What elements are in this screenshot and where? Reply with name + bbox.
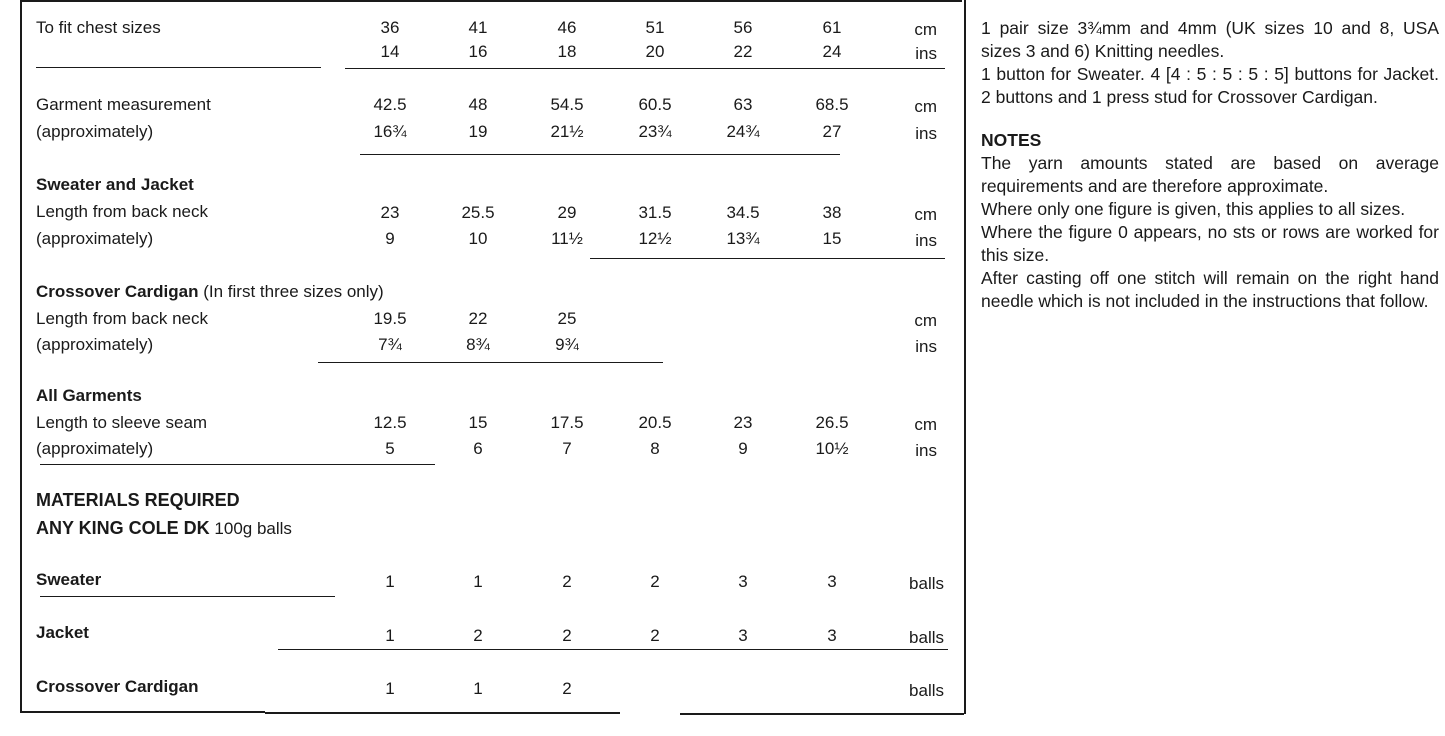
cc-ins-1: 7¾ — [378, 335, 402, 354]
sj-ins-5: 13¾ — [726, 229, 760, 248]
balls-sweater-1: 1 — [385, 572, 395, 591]
right-column — [981, 17, 1439, 313]
ag-ins-5: 9 — [738, 439, 748, 458]
chest-sizes-label: To fit chest sizes — [36, 18, 161, 37]
sj-cm-1: 23 — [380, 203, 400, 222]
yarn-line — [36, 518, 292, 539]
unit-ins: ins — [915, 337, 937, 356]
size-ins-4: 20 — [645, 42, 665, 61]
unit-ins: ins — [915, 441, 937, 460]
balls-crossover-2: 1 — [473, 679, 483, 698]
size-cm-6: 61 — [822, 18, 842, 37]
size-ins-2: 16 — [468, 42, 488, 61]
frame-bottom-rule — [20, 711, 265, 713]
notes-heading: NOTES — [981, 130, 1042, 150]
unit-cm: cm — [914, 415, 937, 434]
garment-ins-2: 19 — [468, 122, 488, 141]
unit-ins: ins — [915, 44, 937, 63]
garment-ins-5: 24¾ — [726, 122, 760, 141]
sj-ins-2: 10 — [468, 229, 488, 248]
garment-label: Garment measurement — [36, 95, 211, 114]
crossover-heading — [36, 282, 384, 302]
balls-crossover-label: Crossover Cardigan — [36, 677, 199, 696]
ag-ins-1: 5 — [385, 439, 395, 458]
separator — [36, 67, 321, 68]
buttons-text: 1 button for Sweater. 4 [4 : 5 : 5 : 5 : 5] buttons for Jacket. 2 buttons and 1 press stud for Crossover Cardigan. — [981, 64, 1439, 107]
balls-sweater-label: Sweater — [36, 570, 102, 589]
separator — [345, 68, 945, 69]
sj-cm-4: 31.5 — [638, 203, 672, 222]
yarn-name: ANY KING COLE DK — [36, 518, 210, 538]
balls-crossover-1: 1 — [385, 679, 395, 698]
separator — [40, 464, 435, 465]
balls-jacket-4: 2 — [650, 626, 660, 645]
crossover-heading-title: Crossover Cardigan — [36, 282, 199, 301]
size-cm-5: 56 — [733, 18, 753, 37]
ag-cm-1: 12.5 — [373, 413, 407, 432]
cc-cm-2: 22 — [468, 309, 488, 328]
note-yarn-amounts: The yarn amounts stated are based on average requirements and are therefore approximate. — [981, 153, 1439, 196]
balls-sweater-4: 2 — [650, 572, 660, 591]
cc-cm-1: 19.5 — [373, 309, 407, 328]
unit-cm: cm — [914, 97, 937, 116]
size-ins-5: 22 — [733, 42, 753, 61]
cc-ins-2: 8¾ — [466, 335, 490, 354]
unit-cm: cm — [914, 311, 937, 330]
ag-cm-2: 15 — [468, 413, 488, 432]
garment-ins-6: 27 — [822, 122, 842, 141]
ag-ins-4: 8 — [650, 439, 660, 458]
balls-jacket-6: 3 — [827, 626, 837, 645]
size-ins-1: 14 — [380, 42, 400, 61]
balls-unit: balls — [909, 574, 944, 593]
garment-ins-3: 21½ — [550, 122, 584, 141]
garment-cm-1: 42.5 — [373, 95, 407, 114]
cc-ins-3: 9¾ — [555, 335, 579, 354]
balls-jacket-1: 1 — [385, 626, 395, 645]
size-ins-6: 24 — [822, 42, 842, 61]
sweater-jacket-length-label: Length from back neck — [36, 202, 208, 221]
ag-cm-6: 26.5 — [815, 413, 849, 432]
frame-bottom-rule-3 — [680, 713, 964, 715]
cc-cm-3: 25 — [557, 309, 577, 328]
unit-ins: ins — [915, 124, 937, 143]
frame-top-rule — [22, 0, 962, 2]
separator — [40, 596, 335, 597]
garment-cm-2: 48 — [468, 95, 488, 114]
sj-ins-6: 15 — [822, 229, 842, 248]
balls-sweater-6: 3 — [827, 572, 837, 591]
sj-cm-3: 29 — [557, 203, 577, 222]
size-cm-3: 46 — [557, 18, 577, 37]
size-cm-4: 51 — [645, 18, 665, 37]
crossover-approx-label: (approximately) — [36, 335, 154, 354]
garment-ins-1: 16¾ — [373, 122, 407, 141]
sj-cm-2: 25.5 — [461, 203, 495, 222]
size-cm-2: 41 — [468, 18, 488, 37]
crossover-heading-note: (In first three sizes only) — [203, 282, 384, 301]
ag-cm-3: 17.5 — [550, 413, 584, 432]
unit-ins: ins — [915, 231, 937, 250]
garment-cm-3: 54.5 — [550, 95, 584, 114]
sweater-jacket-approx-label: (approximately) — [36, 229, 154, 248]
garment-ins-4: 23¾ — [638, 122, 672, 141]
balls-jacket-3: 2 — [562, 626, 572, 645]
frame-left-rule — [20, 0, 22, 712]
garment-approx-label: (approximately) — [36, 122, 154, 141]
balls-sweater-2: 1 — [473, 572, 483, 591]
ag-ins-2: 6 — [473, 439, 483, 458]
ag-cm-4: 20.5 — [638, 413, 672, 432]
sleeve-approx-label: (approximately) — [36, 439, 154, 458]
size-ins-3: 18 — [557, 42, 577, 61]
unit-cm: cm — [914, 205, 937, 224]
ag-cm-5: 23 — [733, 413, 753, 432]
sleeve-length-label: Length to sleeve seam — [36, 413, 208, 432]
note-one-figure: Where only one figure is given, this applies to all sizes. — [981, 199, 1406, 219]
balls-crossover-3: 2 — [562, 679, 572, 698]
balls-unit: balls — [909, 681, 944, 700]
balls-sweater-5: 3 — [738, 572, 748, 591]
size-cm-1: 36 — [380, 18, 400, 37]
separator — [278, 649, 948, 650]
garment-cm-5: 63 — [733, 95, 753, 114]
separator — [590, 258, 945, 259]
garment-cm-6: 68.5 — [815, 95, 849, 114]
crossover-length-label: Length from back neck — [36, 309, 208, 328]
frame-bottom-rule-2 — [265, 712, 620, 714]
note-casting-off: After casting off one stitch will remain on the right hand needle which is not included in the instructions that follow. — [981, 268, 1439, 311]
separator — [318, 362, 663, 363]
note-figure-zero: Where the figure 0 appears, no sts or rows are worked for this size. — [981, 222, 1439, 265]
ag-ins-6: 10½ — [815, 439, 849, 458]
sj-ins-3: 11½ — [551, 229, 583, 248]
sj-cm-6: 38 — [822, 203, 842, 222]
balls-jacket-label: Jacket — [36, 623, 89, 642]
separator — [360, 154, 840, 155]
frame-divider-rule — [964, 0, 966, 714]
balls-unit: balls — [909, 628, 944, 647]
needles-text: 1 pair size 3¾mm and 4mm (UK sizes 10 and 8, USA sizes 3 and 6) Knitting needles. — [981, 18, 1439, 61]
materials-heading: MATERIALS REQUIRED — [36, 490, 240, 510]
all-garments-heading: All Garments — [36, 386, 142, 405]
ag-ins-3: 7 — [562, 439, 572, 458]
balls-jacket-2: 2 — [473, 626, 483, 645]
sj-ins-1: 9 — [385, 229, 395, 248]
sj-ins-4: 12½ — [638, 229, 672, 248]
sj-cm-5: 34.5 — [726, 203, 760, 222]
sweater-jacket-heading: Sweater and Jacket — [36, 175, 194, 194]
yarn-note: 100g balls — [214, 519, 292, 538]
balls-sweater-3: 2 — [562, 572, 572, 591]
garment-cm-4: 60.5 — [638, 95, 672, 114]
unit-cm: cm — [914, 20, 937, 39]
balls-jacket-5: 3 — [738, 626, 748, 645]
